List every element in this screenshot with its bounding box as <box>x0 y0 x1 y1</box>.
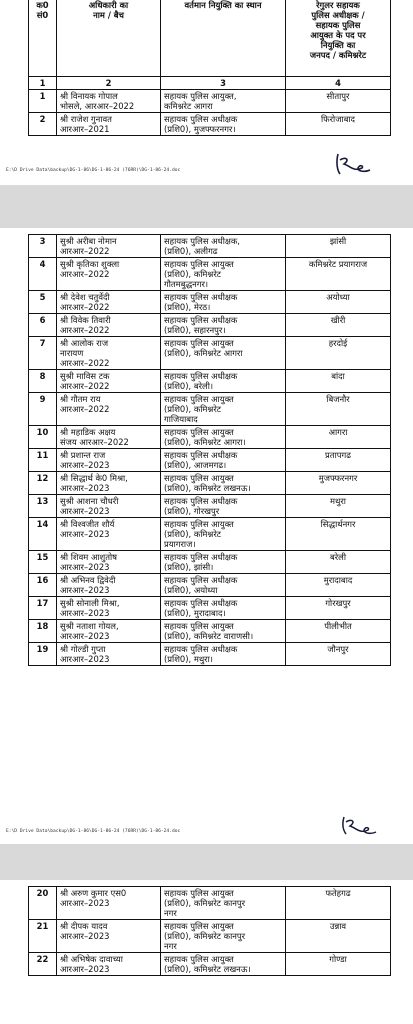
current-posting-cell: सहायक पुलिस आयुक्त (प्रशि0), कमिश्नरेट वाराणसी। <box>161 620 286 643</box>
officer-name-cell: सुश्री माविस टक आरआर–2022 <box>57 370 161 393</box>
officer-name-cell: श्री अरुण कुमार एस0 आरआर–2023 <box>57 887 161 920</box>
new-district-cell: झांसी <box>286 235 391 258</box>
table-row <box>29 620 391 643</box>
new-district-cell: पीलीभीत <box>286 620 391 643</box>
new-district-cell: मथुरा <box>286 495 391 518</box>
new-district-cell: सिद्धार्थनगर <box>286 518 391 551</box>
serial-number-cell: 21 <box>29 920 57 953</box>
serial-number-cell: 3 <box>29 235 57 258</box>
serial-number-cell: 11 <box>29 449 57 472</box>
officer-name-cell: श्री विश्वजीत शौर्य आरआर–2023 <box>57 518 161 551</box>
officer-name-cell: श्री अभिषेक दावाच्या आरआर–2023 <box>57 953 161 976</box>
current-posting-cell: सहायक पुलिस अधीक्षक (प्रशि0), मुरादाबाद। <box>161 597 286 620</box>
table-row <box>29 258 391 291</box>
document-page-2 <box>0 228 413 844</box>
current-posting-cell: सहायक पुलिस अधीक्षक (प्रशि0), बरेली। <box>161 370 286 393</box>
new-district-cell: हरदोई <box>286 337 391 370</box>
table-row <box>29 574 391 597</box>
current-posting-cell: सहायक पुलिस अधीक्षक (प्रशि0), मुजफ्फरनगर। <box>161 113 286 136</box>
posting-table-part-3 <box>28 886 391 976</box>
current-posting-cell: सहायक पुलिस आयुक्त (प्रशि0), कमिश्नरेट आगरा। <box>161 426 286 449</box>
column-index-row <box>29 77 391 90</box>
table-row <box>29 643 391 666</box>
table-row <box>29 597 391 620</box>
table-row <box>29 953 391 976</box>
new-district-cell: गोण्डा <box>286 953 391 976</box>
serial-number-cell: 8 <box>29 370 57 393</box>
new-district-cell: आगरा <box>286 426 391 449</box>
new-district-cell: गोरखपुर <box>286 597 391 620</box>
serial-number-cell: 4 <box>29 258 57 291</box>
table-row <box>29 551 391 574</box>
serial-number-cell: 20 <box>29 887 57 920</box>
officer-name-cell: श्री प्रशान्त राज आरआर–2023 <box>57 449 161 472</box>
serial-number-cell: 14 <box>29 518 57 551</box>
new-district-cell: बिजनौर <box>286 393 391 426</box>
officer-name-cell: सुश्री सोनाली मिश्रा, आरआर–2023 <box>57 597 161 620</box>
serial-number-cell: 17 <box>29 597 57 620</box>
officer-name-cell: श्री शिवम आशुतोष आरआर–2023 <box>57 551 161 574</box>
serial-number-cell: 12 <box>29 472 57 495</box>
current-posting-cell: सहायक पुलिस आयुक्त (प्रशि0), कमिश्नरेट गौतमबुद्धनगर। <box>161 258 286 291</box>
table-row <box>29 314 391 337</box>
new-district-cell: मुजफ्फरनगर <box>286 472 391 495</box>
new-district-cell: फिरोजाबाद <box>286 113 391 136</box>
new-district-cell: सीतापुर <box>286 90 391 113</box>
posting-table-part-1 <box>28 0 391 136</box>
current-posting-cell: सहायक पुलिस अधीक्षक (प्रशि0), झांसी। <box>161 551 286 574</box>
serial-number-cell: 16 <box>29 574 57 597</box>
signature-image <box>338 814 378 840</box>
current-posting-cell: सहायक पुलिस अधीक्षक (प्रशि0), आजमगढ। <box>161 449 286 472</box>
new-district-cell: जौनपुर <box>286 643 391 666</box>
current-posting-cell: सहायक पुलिस आयुक्त (प्रशि0), कमिश्नरेट गाजियाबाद <box>161 393 286 426</box>
serial-number-cell: 13 <box>29 495 57 518</box>
table-row <box>29 370 391 393</box>
serial-number-cell: 10 <box>29 426 57 449</box>
new-district-cell: अयोध्या <box>286 291 391 314</box>
table-header-row <box>29 0 391 77</box>
new-district-cell: खीरी <box>286 314 391 337</box>
serial-number-cell: 6 <box>29 314 57 337</box>
file-path-footer: E:\D Drive Data\backup\DG-1-86\DG-1-86-24 (76RR)\DG-1-86-24.doc <box>6 829 181 834</box>
current-posting-cell: सहायक पुलिस अधीक्षक (प्रशि0), अयोध्या <box>161 574 286 597</box>
table-body-part-3 <box>29 887 391 976</box>
document-page-3 <box>0 880 413 1024</box>
table-body-part-1 <box>29 90 391 136</box>
table-row <box>29 113 391 136</box>
table-row <box>29 495 391 518</box>
officer-name-cell: सुश्री नताशा गोयल, आरआर–2023 <box>57 620 161 643</box>
current-posting-cell: सहायक पुलिस अधीक्षक, (प्रशि0), अलीगढ <box>161 235 286 258</box>
table-body-part-2 <box>29 235 391 666</box>
serial-number-cell: 7 <box>29 337 57 370</box>
current-posting-cell: सहायक पुलिस आयुक्त (प्रशि0), कमिश्नरेट कानपुर नगर <box>161 887 286 920</box>
officer-name-cell: श्री दीपक यादव आरआर–2023 <box>57 920 161 953</box>
officer-name-cell: श्री विवेक तिवारी आरआर–2022 <box>57 314 161 337</box>
table-row <box>29 518 391 551</box>
serial-number-cell: 18 <box>29 620 57 643</box>
column-index-cell: 4 <box>286 77 391 90</box>
new-district-cell: मुरादाबाद <box>286 574 391 597</box>
current-posting-cell: सहायक पुलिस आयुक्त (प्रशि0), कमिश्नरेट प्रयागराज। <box>161 518 286 551</box>
officer-name-cell: श्री गौतम राय आरआर–2022 <box>57 393 161 426</box>
posting-table-part-2 <box>28 234 391 666</box>
new-district-cell: फतेहगढ <box>286 887 391 920</box>
table-row <box>29 472 391 495</box>
current-posting-cell: सहायक पुलिस आयुक्त (प्रशि0), कमिश्नरेट लखनऊ। <box>161 953 286 976</box>
serial-number-cell: 1 <box>29 90 57 113</box>
officer-name-cell: सुश्री आशना चौधरी आरआर–2023 <box>57 495 161 518</box>
header-current-posting: वर्तमान नियुक्ति का स्थान <box>161 0 286 77</box>
current-posting-cell: सहायक पुलिस आयुक्त, कमिश्नरेट आगरा <box>161 90 286 113</box>
document-page-1 <box>0 0 413 185</box>
officer-name-cell: सुश्री अरीबा नोमान आरआर–2022 <box>57 235 161 258</box>
officer-name-cell: श्री देवेश चतुर्वेदी आरआर–2022 <box>57 291 161 314</box>
serial-number-cell: 15 <box>29 551 57 574</box>
current-posting-cell: सहायक पुलिस आयुक्त (प्रशि0), कमिश्नरेट लखनऊ। <box>161 472 286 495</box>
column-index-cell: 3 <box>161 77 286 90</box>
table-row <box>29 235 391 258</box>
table-row <box>29 426 391 449</box>
signature-image <box>332 150 372 180</box>
officer-name-cell: श्री राजेश गुनावत आरआर–2021 <box>57 113 161 136</box>
table-row <box>29 90 391 113</box>
table-row <box>29 393 391 426</box>
current-posting-cell: सहायक पुलिस आयुक्त (प्रशि0), कमिश्नरेट कानपुर नगर <box>161 920 286 953</box>
current-posting-cell: सहायक पुलिस अधीक्षक (प्रशि0), मेरठ। <box>161 291 286 314</box>
serial-number-cell: 19 <box>29 643 57 666</box>
current-posting-cell: सहायक पुलिस अधीक्षक (प्रशि0), मथुरा। <box>161 643 286 666</box>
header-new-district: रेगुलर सहायक पुलिस अधीक्षक / सहायक पुलिस आयुक्त के पद पर नियुक्ति का जनपद / कमिश्नरेट <box>286 0 391 77</box>
officer-name-cell: सुश्री कृतिका शुक्ला आरआर–2022 <box>57 258 161 291</box>
column-index-cell: 2 <box>57 77 161 90</box>
serial-number-cell: 5 <box>29 291 57 314</box>
table-row <box>29 920 391 953</box>
header-serial-number: क0 सं0 <box>29 0 57 77</box>
officer-name-cell: श्री आलोक राज नारायण आरआर–2022 <box>57 337 161 370</box>
new-district-cell: बरेली <box>286 551 391 574</box>
officer-name-cell: श्री सिद्धार्थ के0 मिश्रा, आरआर–2023 <box>57 472 161 495</box>
current-posting-cell: सहायक पुलिस अधीक्षक (प्रशि0), गोरखपुर <box>161 495 286 518</box>
new-district-cell: बांदा <box>286 370 391 393</box>
serial-number-cell: 9 <box>29 393 57 426</box>
current-posting-cell: सहायक पुलिस अधीक्षक (प्रशि0), सहारनपुर। <box>161 314 286 337</box>
officer-name-cell: श्री अभिनव द्विवेदी आरआर–2023 <box>57 574 161 597</box>
serial-number-cell: 2 <box>29 113 57 136</box>
new-district-cell: प्रतापगढ <box>286 449 391 472</box>
table-row <box>29 887 391 920</box>
table-row <box>29 449 391 472</box>
table-row <box>29 291 391 314</box>
officer-name-cell: श्री महाडिक अक्षय संजय आरआर–2022 <box>57 426 161 449</box>
new-district-cell: उन्नाव <box>286 920 391 953</box>
serial-number-cell: 22 <box>29 953 57 976</box>
officer-name-cell: श्री गोल्डी गुप्ता आरआर–2023 <box>57 643 161 666</box>
officer-name-cell: श्री विनायक गोपाल भोसले, आरआर–2022 <box>57 90 161 113</box>
table-row <box>29 337 391 370</box>
column-index-cell: 1 <box>29 77 57 90</box>
current-posting-cell: सहायक पुलिस आयुक्त (प्रशि0), कमिश्नरेट आगरा <box>161 337 286 370</box>
header-officer-name-batch: अधिकारी का नाम / बैच <box>57 0 161 77</box>
file-path-footer: E:\D Drive Data\backup\DG-1-86\DG-1-86-24 (76RR)\DG-1-86-24.doc <box>6 168 181 173</box>
new-district-cell: कमिश्नरेट प्रयागराज <box>286 258 391 291</box>
